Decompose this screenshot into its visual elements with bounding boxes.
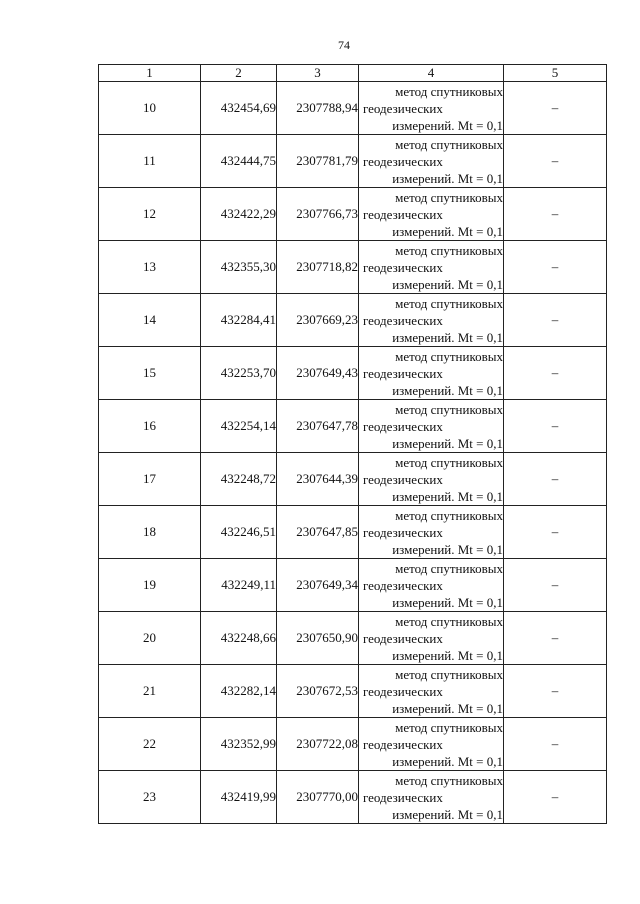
point-number-cell: 22 — [99, 718, 201, 771]
method-line: геодезических — [363, 736, 443, 752]
method-line: метод спутниковых — [395, 83, 503, 99]
method-line: метод спутниковых — [395, 560, 503, 576]
point-number-cell: 21 — [99, 665, 201, 718]
method-cell — [359, 400, 504, 453]
x-coordinate-cell: 432249,11 — [201, 559, 277, 612]
table-row — [99, 453, 607, 506]
header-cell-1: 1 — [99, 65, 201, 82]
y-coordinate-cell: 2307649,43 — [277, 347, 359, 400]
x-coordinate-cell: 432282,14 — [201, 665, 277, 718]
method-line: метод спутниковых — [395, 507, 503, 523]
x-coordinate-cell: 432248,72 — [201, 453, 277, 506]
method-cell — [359, 82, 504, 135]
point-number-cell: 14 — [99, 294, 201, 347]
point-number-cell: 23 — [99, 771, 201, 824]
point-number-cell: 19 — [99, 559, 201, 612]
x-coordinate-cell: 432254,14 — [201, 400, 277, 453]
note-cell: – — [504, 241, 607, 294]
method-line: геодезических — [363, 524, 443, 540]
x-coordinate-cell: 432246,51 — [201, 506, 277, 559]
x-coordinate-cell: 432352,99 — [201, 718, 277, 771]
method-line: измерений. Mt = 0,1 — [392, 276, 503, 292]
method-line: измерений. Mt = 0,1 — [392, 170, 503, 186]
point-number-cell: 18 — [99, 506, 201, 559]
note-cell: – — [504, 612, 607, 665]
x-coordinate-cell: 432355,30 — [201, 241, 277, 294]
table-row — [99, 241, 607, 294]
method-cell — [359, 665, 504, 718]
method-line: геодезических — [363, 259, 443, 275]
x-coordinate-cell: 432284,41 — [201, 294, 277, 347]
method-line: геодезических — [363, 206, 443, 222]
method-line: геодезических — [363, 365, 443, 381]
method-line: измерений. Mt = 0,1 — [392, 329, 503, 345]
header-cell-4: 4 — [359, 65, 504, 82]
table-row — [99, 135, 607, 188]
method-line: измерений. Mt = 0,1 — [392, 117, 503, 133]
table-body — [99, 82, 607, 824]
method-line: метод спутниковых — [395, 454, 503, 470]
y-coordinate-cell: 2307650,90 — [277, 612, 359, 665]
method-line: геодезических — [363, 683, 443, 699]
method-line: геодезических — [363, 418, 443, 434]
table-row — [99, 347, 607, 400]
y-coordinate-cell: 2307788,94 — [277, 82, 359, 135]
table-row — [99, 718, 607, 771]
method-line: геодезических — [363, 471, 443, 487]
note-cell: – — [504, 665, 607, 718]
method-line: геодезических — [363, 630, 443, 646]
note-cell: – — [504, 135, 607, 188]
point-number-cell: 16 — [99, 400, 201, 453]
y-coordinate-cell: 2307647,78 — [277, 400, 359, 453]
method-line: измерений. Mt = 0,1 — [392, 223, 503, 239]
method-cell — [359, 506, 504, 559]
table-row — [99, 400, 607, 453]
y-coordinate-cell: 2307644,39 — [277, 453, 359, 506]
y-coordinate-cell: 2307649,34 — [277, 559, 359, 612]
table-row — [99, 559, 607, 612]
note-cell: – — [504, 771, 607, 824]
method-cell — [359, 347, 504, 400]
method-line: метод спутниковых — [395, 189, 503, 205]
method-line: измерений. Mt = 0,1 — [392, 594, 503, 610]
method-cell — [359, 294, 504, 347]
point-number-cell: 10 — [99, 82, 201, 135]
x-coordinate-cell: 432444,75 — [201, 135, 277, 188]
method-cell — [359, 135, 504, 188]
method-line: метод спутниковых — [395, 772, 503, 788]
method-line: измерений. Mt = 0,1 — [392, 435, 503, 451]
y-coordinate-cell: 2307718,82 — [277, 241, 359, 294]
point-number-cell: 17 — [99, 453, 201, 506]
y-coordinate-cell: 2307722,08 — [277, 718, 359, 771]
method-cell — [359, 188, 504, 241]
table-row — [99, 506, 607, 559]
method-line: измерений. Mt = 0,1 — [392, 541, 503, 557]
point-number-cell: 15 — [99, 347, 201, 400]
y-coordinate-cell: 2307672,53 — [277, 665, 359, 718]
coordinates-table — [98, 64, 607, 824]
x-coordinate-cell: 432454,69 — [201, 82, 277, 135]
y-coordinate-cell: 2307781,79 — [277, 135, 359, 188]
table-row — [99, 294, 607, 347]
note-cell: – — [504, 82, 607, 135]
method-line: геодезических — [363, 312, 443, 328]
method-cell — [359, 718, 504, 771]
method-line: метод спутниковых — [395, 242, 503, 258]
method-cell — [359, 559, 504, 612]
method-line: метод спутниковых — [395, 295, 503, 311]
header-cell-3: 3 — [277, 65, 359, 82]
note-cell: – — [504, 294, 607, 347]
y-coordinate-cell: 2307770,00 — [277, 771, 359, 824]
y-coordinate-cell: 2307669,23 — [277, 294, 359, 347]
point-number-cell: 12 — [99, 188, 201, 241]
table-row — [99, 612, 607, 665]
method-line: метод спутниковых — [395, 136, 503, 152]
method-line: геодезических — [363, 153, 443, 169]
method-line: метод спутниковых — [395, 613, 503, 629]
method-line: метод спутниковых — [395, 348, 503, 364]
x-coordinate-cell: 432253,70 — [201, 347, 277, 400]
table-row — [99, 771, 607, 824]
header-cell-5: 5 — [504, 65, 607, 82]
table-row — [99, 188, 607, 241]
header-cell-2: 2 — [201, 65, 277, 82]
method-cell — [359, 241, 504, 294]
y-coordinate-cell: 2307766,73 — [277, 188, 359, 241]
note-cell: – — [504, 347, 607, 400]
note-cell: – — [504, 188, 607, 241]
page-number: 74 — [338, 38, 350, 52]
x-coordinate-cell: 432422,29 — [201, 188, 277, 241]
method-line: метод спутниковых — [395, 401, 503, 417]
table-row — [99, 82, 607, 135]
method-cell — [359, 771, 504, 824]
method-cell — [359, 612, 504, 665]
method-line: измерений. Mt = 0,1 — [392, 753, 503, 769]
method-line: геодезических — [363, 577, 443, 593]
method-line: измерений. Mt = 0,1 — [392, 488, 503, 504]
table-row — [99, 665, 607, 718]
x-coordinate-cell: 432419,99 — [201, 771, 277, 824]
method-line: измерений. Mt = 0,1 — [392, 647, 503, 663]
note-cell: – — [504, 559, 607, 612]
x-coordinate-cell: 432248,66 — [201, 612, 277, 665]
method-line: метод спутниковых — [395, 719, 503, 735]
note-cell: – — [504, 453, 607, 506]
method-line: геодезических — [363, 789, 443, 805]
method-line: измерений. Mt = 0,1 — [392, 700, 503, 716]
method-line: метод спутниковых — [395, 666, 503, 682]
method-line: измерений. Mt = 0,1 — [392, 806, 503, 822]
point-number-cell: 13 — [99, 241, 201, 294]
point-number-cell: 20 — [99, 612, 201, 665]
header-row — [99, 65, 607, 82]
y-coordinate-cell: 2307647,85 — [277, 506, 359, 559]
method-cell — [359, 453, 504, 506]
note-cell: – — [504, 718, 607, 771]
note-cell: – — [504, 506, 607, 559]
method-line: геодезических — [363, 100, 443, 116]
point-number-cell: 11 — [99, 135, 201, 188]
note-cell: – — [504, 400, 607, 453]
method-line: измерений. Mt = 0,1 — [392, 382, 503, 398]
